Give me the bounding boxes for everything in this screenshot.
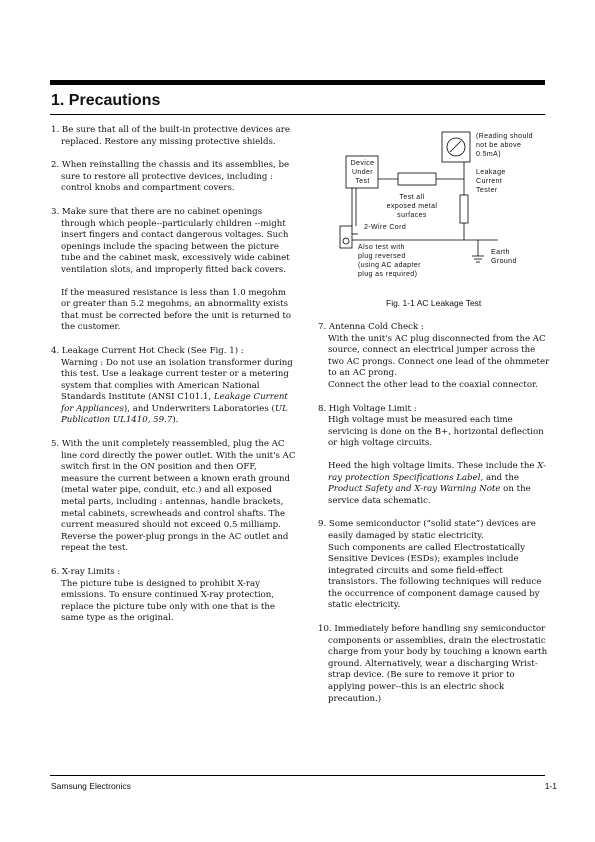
device-label: Device Under Test bbox=[350, 160, 375, 185]
list-item: 8. High Voltage Limit : High voltage must be measured each time servicing is done on the B+, horizontal deflection or high voltage circuits. Heed the high voltage limits. These include the X-ray protection Specifications Label, and the Product Safety and X-ray Warning Note on the service data schematic. bbox=[318, 403, 546, 506]
list-item: 4. Leakage Current Hot Check (See Fig. 1) : Warning : Do not use an isolation transformer during this test. Use a leakage current tester or a metering system that complies with American National Standards Institute (ANSI C101.1, Leakage Current for Appliances), and Underwriters Laboratories (UL Publication UL1410, 59.7). bbox=[51, 345, 293, 426]
title-underline bbox=[50, 114, 545, 115]
list-item: 7. Antenna Cold Check : With the unit's AC plug disconnected from the AC source, connect an electrical jumper across the two AC prongs. Connect one lead of the ohmmeter to an AC prong. Connect the other lead to the coaxial connector. bbox=[318, 322, 550, 390]
left-column bbox=[51, 125, 296, 637]
list-item: 6. X-ray Limits : The picture tube is designed to prohibit X-ray emissions. To ensure continued X-ray protection, replace the picture tube only with one that is the same type as the original. bbox=[51, 567, 275, 624]
right-column bbox=[318, 322, 550, 717]
earth-label: Earth Ground bbox=[491, 249, 517, 265]
cord-label: 2-Wire Cord bbox=[364, 224, 407, 231]
page-title: 1. Precautions bbox=[51, 92, 161, 109]
header-rule bbox=[50, 80, 545, 85]
list-item: 9. Some semiconductor (“solid state”) devices are easily damaged by static electricity. Such components are called Electrostatically Sensitive Devices (ESDs); examples include integrated circuits and some field-effect transistors. The following techniques will reduce the occurrence of component damage caused by static electricity. bbox=[318, 519, 542, 611]
test-all-label: Test all exposed metal surfaces bbox=[386, 194, 438, 219]
reading-note: (Reading should not be above 0.5mA) bbox=[476, 133, 533, 158]
list-item: 10. Immediately before handling sny semiconductor components or assemblies, drain the electrostatic charge from your body by touching a known earth ground. Alternatively, wear a discharging Wrist-strap device. (Be sure to remove it prior to applying power--this is an electric shock precaution.) bbox=[318, 624, 548, 704]
list-item: 3. Make sure that there are no cabinet openings through which people--particularly children --might insert fingers and contact dangerous voltages. Such openings include the spacing between the picture tube and the cabinet mask, excessively wide cabinet ventilation slots, and improperly fitted back covers. If the measured resistance is less than 1.0 megohm or greater than 5.2 megohms, an abnormality exists that must be corrected before the unit is returned to the customer. bbox=[51, 206, 292, 333]
footer-rule bbox=[50, 775, 545, 776]
page-number: 1-1 bbox=[544, 781, 557, 791]
list-item: 5. With the unit completely reassembled, plug the AC line cord directly the power outlet. With the unit's AC switch first in the ON position and then OFF, measure the current between a known erath ground (metal water pipe, conduit, etc.) and all exposed metal parts, including : antennas, handle brackets, metal cabinets, screwheads and control shafts. The current measured should not exceed 0.5 milliamp. Reverse the power-plug prongs in the AC outlet and repeat the test. bbox=[51, 439, 296, 554]
tester-label: Leakage Current Tester bbox=[476, 169, 506, 194]
list-item: 2. When reinstalling the chassis and its assemblies, be sure to restore all protective devices, including : control knobs and compartment covers. bbox=[51, 160, 290, 194]
list-item: 1. Be sure that all of the built-in protective devices are replaced. Restore any missing protective shields. bbox=[51, 125, 290, 147]
ac-leakage-test-figure bbox=[338, 130, 538, 295]
footer-company: Samsung Electronics bbox=[51, 781, 131, 791]
figure-caption: Fig. 1-1 AC Leakage Test bbox=[386, 298, 482, 308]
also-test-label: Also test with plug reversed (using AC adapter plug as required) bbox=[358, 244, 421, 278]
